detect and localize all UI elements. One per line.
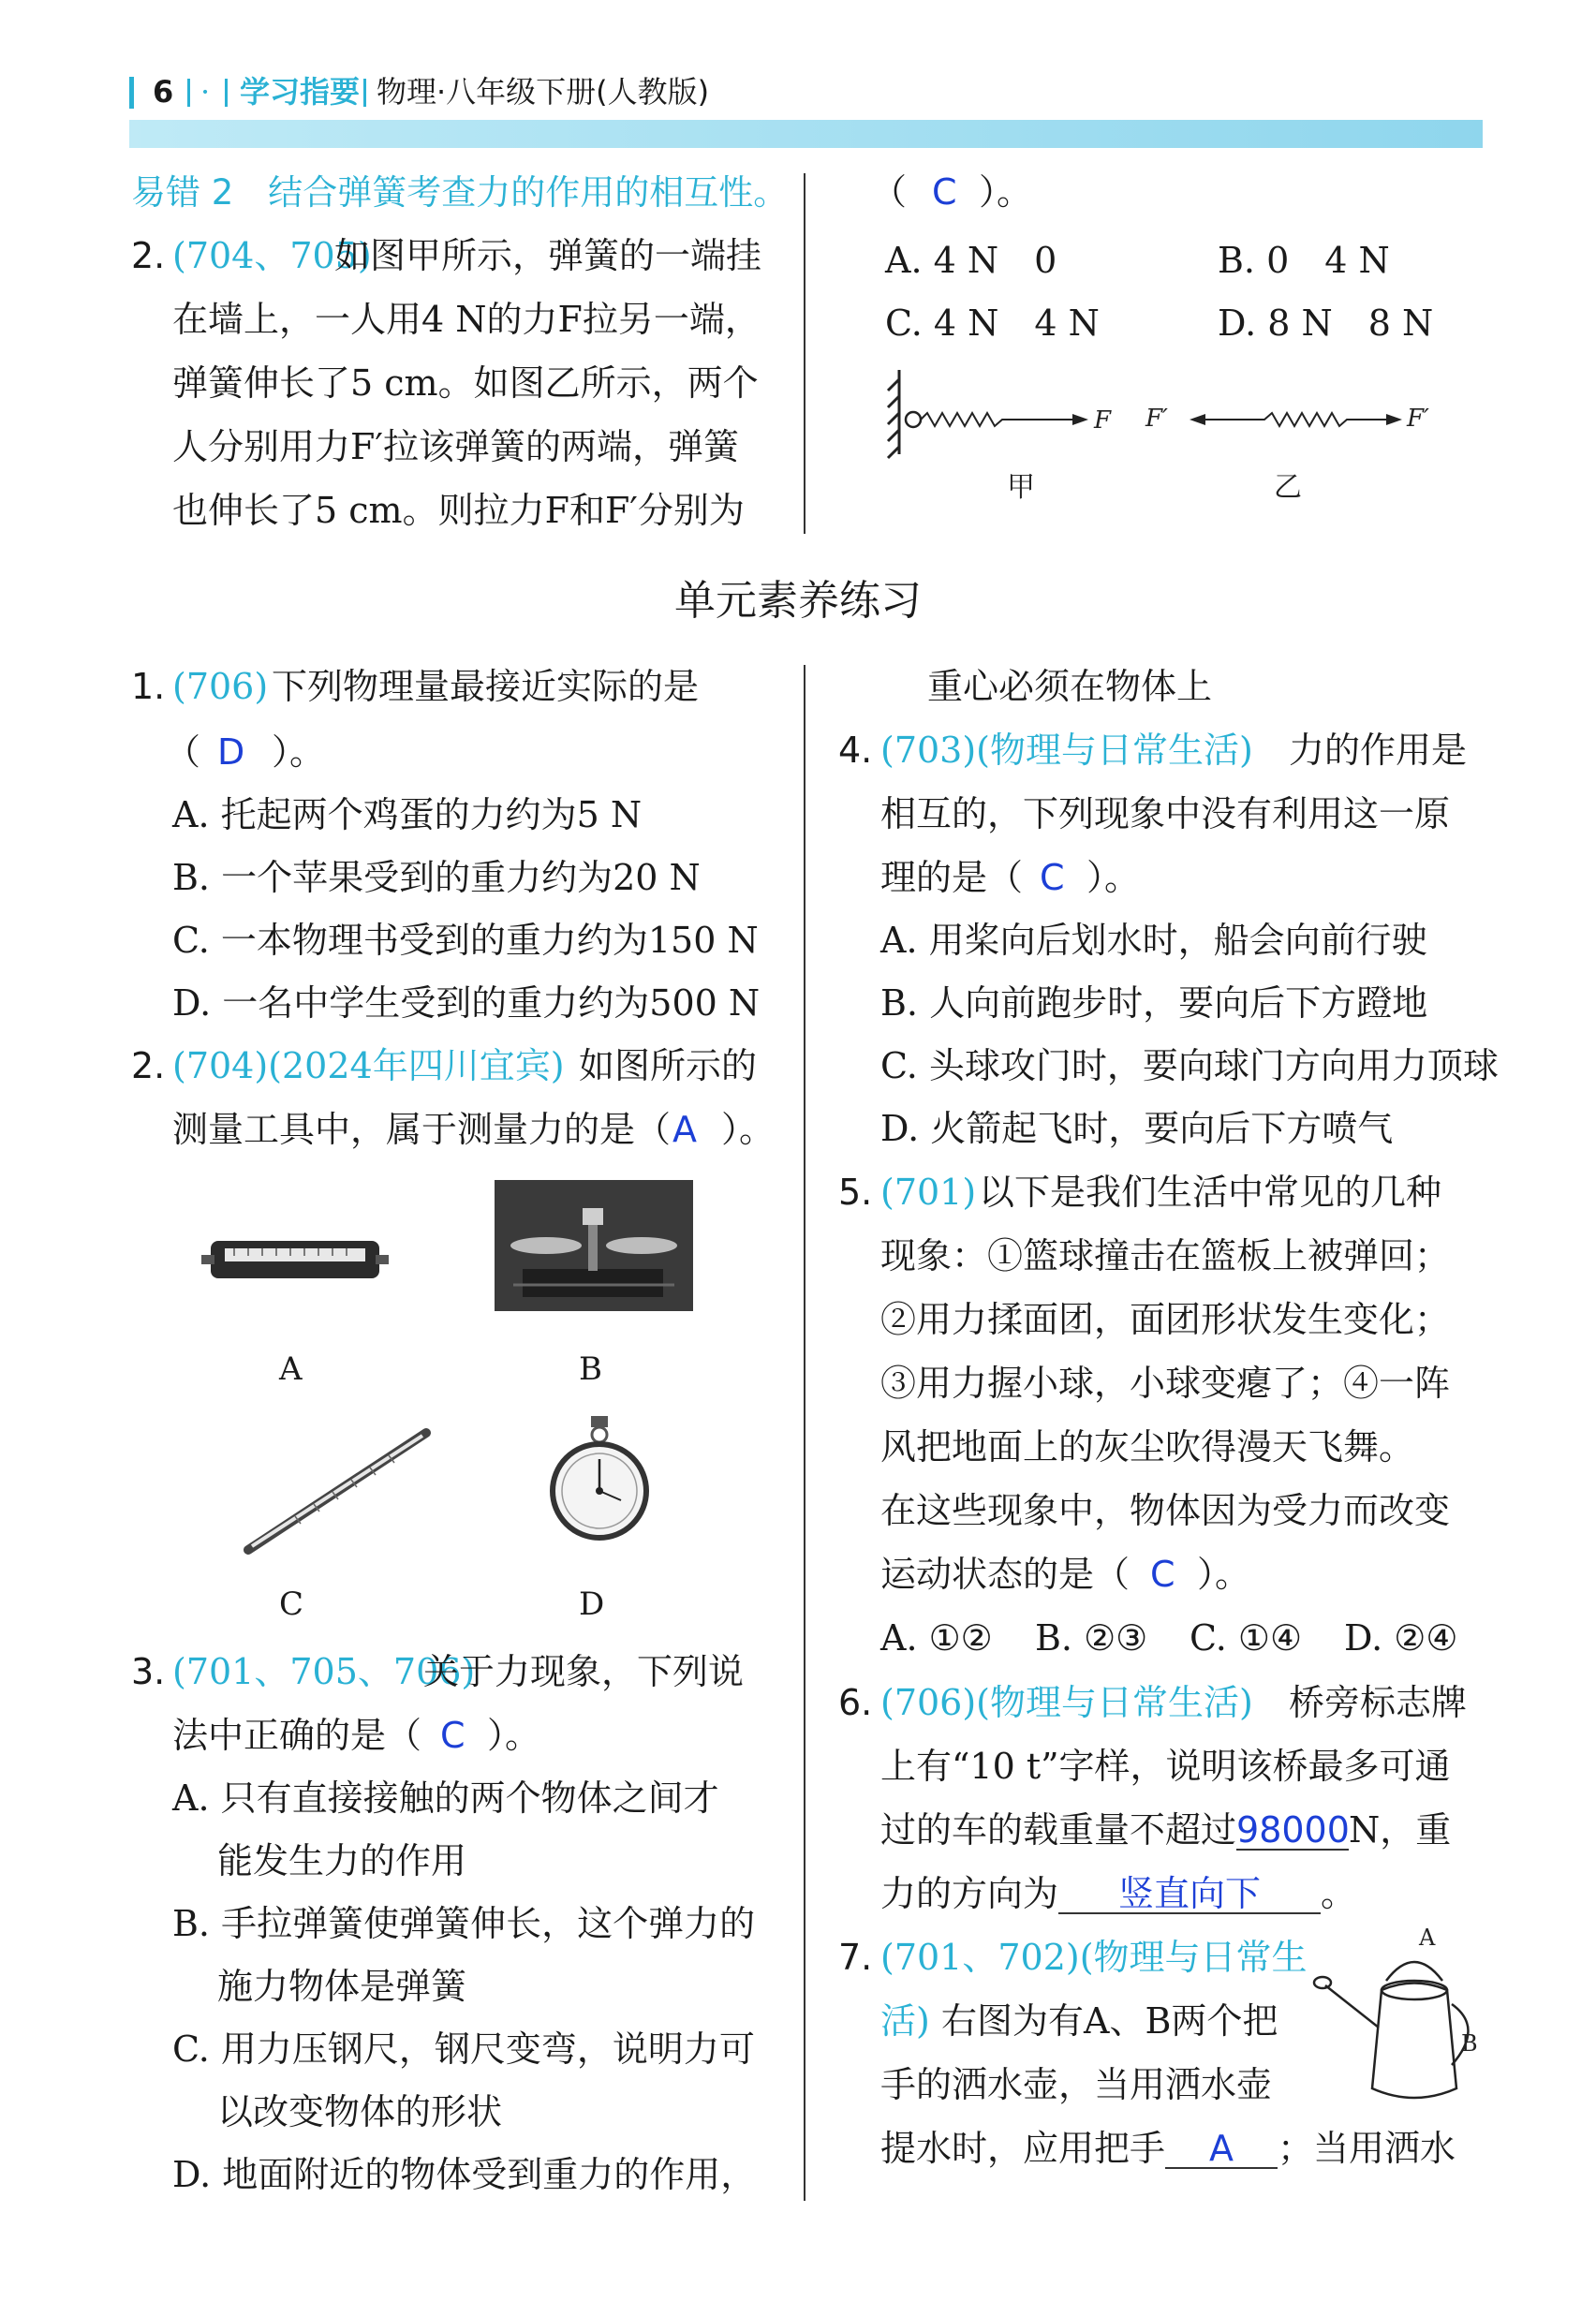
- q3-stem-2: 法中正确的是（: [172, 1715, 422, 1756]
- balance-image: [495, 1180, 693, 1311]
- q7-tag: (701、702)(物理与日常生: [880, 1937, 1308, 1978]
- section-title: 单元素养练习: [674, 577, 922, 625]
- q3-option-d: D. 地面附近的物体受到重力的作用，: [172, 2154, 757, 2195]
- q2-answer-close: ）。: [721, 1109, 776, 1150]
- q5-answer: C: [1150, 1554, 1175, 1595]
- q3-stem: 关于力现象，下列说: [423, 1651, 745, 1692]
- q3-number: 3.: [131, 1651, 166, 1692]
- q1-option-a: A. 托起两个鸡蛋的力约为5 N: [172, 794, 643, 835]
- q1-answer-close: ）。: [272, 731, 326, 773]
- q4-stem: 力的作用是: [1289, 730, 1468, 771]
- q6-line-4-pre: 力的方向为: [880, 1873, 1059, 1914]
- q2-label-a: A: [279, 1350, 303, 1388]
- q4-option-c: C. 头球攻门时，要向球门方向用力顶球: [880, 1045, 1499, 1086]
- q3-option-c: C. 用力压钢尺，钢尺变弯，说明力可: [172, 2028, 755, 2070]
- q7-line-3: [880, 2127, 1456, 2170]
- error-q2-option-b: B. 0 4 N: [1218, 240, 1390, 281]
- wall-icon: [888, 370, 899, 458]
- handle-a-label: A: [1419, 1925, 1436, 1951]
- q6-blank-direction: 竖直向下: [1058, 1875, 1321, 1914]
- error-q2-answer-open: （: [871, 171, 908, 213]
- q3-option-b-cont: 施力物体是弹簧: [217, 1966, 467, 2007]
- spring-yi: [1205, 413, 1386, 426]
- q7-number: 7.: [838, 1937, 873, 1978]
- q3-option-c-cont: 以改变物体的形状: [217, 2091, 503, 2132]
- q5-tag: (701): [880, 1172, 977, 1213]
- q5-option-a: A. ①②: [880, 1617, 993, 1659]
- q5-option-d: D. ②④: [1344, 1617, 1458, 1659]
- handle-b-label: B: [1461, 2030, 1478, 2057]
- label-yi: 乙: [1274, 471, 1302, 504]
- q1-answer-open: （: [165, 731, 201, 773]
- q4-number: 4.: [838, 730, 873, 771]
- q4-tag: (703)(物理与日常生活): [880, 730, 1253, 771]
- header-divider: [363, 79, 366, 107]
- q5-line-5: 在这些现象中，物体因为受力而改变: [880, 1490, 1451, 1531]
- force-f-label: F: [1094, 406, 1112, 435]
- q1-number: 1.: [131, 666, 166, 707]
- error-q2-number: 2.: [131, 235, 166, 276]
- q5-answer-close: ）。: [1197, 1554, 1251, 1595]
- q6-line-4: [880, 1872, 1356, 1915]
- q2-tag: (704)(2024年四川宜宾): [172, 1045, 565, 1086]
- q7-tag-2: 活): [880, 2000, 930, 2042]
- q2-answer: A: [672, 1109, 697, 1150]
- q3-option-d-cont: 重心必须在物体上: [927, 666, 1213, 707]
- arrow-f-icon: [1072, 414, 1088, 425]
- error-q2-answer: C: [932, 171, 957, 213]
- arrow-fp-left-icon: [1190, 414, 1205, 425]
- q2-label-d: D: [579, 1586, 605, 1623]
- series-title: 学习指要: [240, 74, 361, 110]
- column-divider-main: [804, 665, 805, 2201]
- q1-stem: 下列物理量最接近实际的是: [272, 666, 700, 707]
- q5-line-2: ②用力揉面团，面团形状发生变化；: [880, 1299, 1451, 1340]
- header-divider: [187, 79, 190, 107]
- error-q2-option-d: D. 8 N 8 N: [1218, 302, 1434, 344]
- force-fp-left-label: F′: [1145, 405, 1168, 433]
- q3-answer: C: [440, 1715, 466, 1756]
- q1-option-d: D. 一名中学生受到的重力约为500 N: [172, 982, 761, 1024]
- error-q2-line-3: 弹簧伸长了5 cm。如图乙所示，两个: [172, 362, 759, 404]
- error-q2-option-a: A. 4 N 0: [885, 240, 1057, 281]
- q4-stem-2: 相互的，下列现象中没有利用这一原: [880, 793, 1451, 834]
- q6-line-4-post: 。: [1321, 1873, 1357, 1914]
- q1-tag: (706): [172, 666, 269, 707]
- q6-line-3-post: N，重: [1349, 1809, 1452, 1851]
- error-q2-line-1: 如图甲所示，弹簧的一端挂: [334, 235, 762, 276]
- thermometer-image: [239, 1419, 445, 1559]
- error-q2-option-c: C. 4 N 4 N: [885, 302, 1100, 344]
- q7-blank-handle: A: [1165, 2130, 1278, 2169]
- q2-number: 2.: [131, 1045, 166, 1086]
- q1-answer: D: [217, 731, 245, 773]
- force-fp-right-label: F′: [1407, 405, 1429, 433]
- error-q2-answer-close: ）。: [979, 171, 1033, 213]
- error-section-title: 易错 2 结合弹簧考查力的作用的相互性。: [131, 172, 789, 213]
- q5-stem: 以下是我们生活中常见的几种: [979, 1172, 1442, 1213]
- q4-stem-3: 理的是（: [880, 857, 1024, 898]
- q4-option-b: B. 人向前跑步时，要向后下方蹬地: [880, 982, 1428, 1024]
- q5-option-b: B. ②③: [1035, 1617, 1148, 1659]
- q5-line-4: 风把地面上的灰尘吹得漫天飞舞。: [880, 1426, 1415, 1468]
- arrow-fp-right-icon: [1386, 414, 1402, 425]
- q6-line-3-pre: 过的车的载重量不超过: [880, 1809, 1237, 1851]
- q5-option-c: C. ①④: [1190, 1617, 1303, 1659]
- spring-scale-image: [197, 1222, 393, 1297]
- label-jia: 甲: [1007, 471, 1035, 504]
- q2-stem: 如图所示的: [579, 1045, 758, 1086]
- error-q2-line-5: 也伸长了5 cm。则拉力F和F′分别为: [172, 490, 745, 531]
- q7-line-2: 手的洒水壶，当用洒水壶: [880, 2064, 1273, 2105]
- header-left-bar: [129, 77, 134, 109]
- book-title: 物理·八年级下册(人教版): [377, 74, 710, 110]
- q2-stem-2: 测量工具中，属于测量力的是（: [172, 1109, 672, 1150]
- stopwatch-image: [548, 1414, 651, 1545]
- q5-line-3: ③用力握小球，小球变瘪了；④一阵: [880, 1363, 1451, 1404]
- spring-figure: [880, 361, 1442, 510]
- q3-option-a-cont: 能发生力的作用: [217, 1840, 467, 1881]
- q7-line-1: 右图为有A、B两个把: [941, 2000, 1278, 2042]
- error-q2-tag: (704、705): [172, 235, 372, 276]
- watering-can-figure: [1311, 1925, 1489, 2112]
- q6-line-2: 上有“10 t”字样，说明该桥最多可通: [880, 1746, 1451, 1787]
- page-number: 6: [153, 74, 174, 110]
- q5-number: 5.: [838, 1172, 873, 1213]
- q3-answer-close: ）。: [487, 1715, 541, 1756]
- q5-line-1: 现象：①篮球撞击在篮板上被弹回；: [880, 1235, 1451, 1276]
- q6-number: 6.: [838, 1682, 873, 1723]
- q3-option-a: A. 只有直接接触的两个物体之间才: [172, 1777, 719, 1819]
- spring-hook: [906, 412, 921, 427]
- q4-answer: C: [1040, 857, 1065, 898]
- q2-label-c: C: [279, 1586, 304, 1623]
- header-gradient-bar: [129, 120, 1483, 148]
- q6-stem: 桥旁标志牌: [1289, 1682, 1468, 1723]
- q6-tag: (706)(物理与日常生活): [880, 1682, 1253, 1723]
- q4-option-d: D. 火箭起飞时，要向后下方喷气: [880, 1108, 1394, 1149]
- header-dot: ·: [200, 74, 211, 110]
- error-q2-line-2: 在墙上，一人用4 N的力F拉另一端，: [172, 299, 761, 340]
- q3-option-b: B. 手拉弹簧使弹簧伸长，这个弹力的: [172, 1903, 756, 1944]
- column-divider: [804, 173, 805, 534]
- header-divider: [225, 79, 228, 107]
- q6-line-3: [880, 1808, 1451, 1851]
- q7-line-3-pre: 提水时，应用把手: [880, 2128, 1166, 2169]
- q7-line-3-post: ；当用洒水: [1278, 2128, 1456, 2169]
- q4-option-a: A. 用桨向后划水时，船会向前行驶: [880, 920, 1427, 961]
- spring-jia: [921, 413, 1072, 426]
- q3-tag: (701、705、706): [172, 1651, 476, 1692]
- q4-answer-close: ）。: [1086, 857, 1141, 898]
- q6-blank-weight: 98000: [1236, 1809, 1350, 1851]
- q5-stem-last: 运动状态的是（: [880, 1554, 1130, 1595]
- error-q2-line-4: 人分别用力F′拉该弹簧的两端，弹簧: [172, 426, 739, 467]
- q1-option-c: C. 一本物理书受到的重力约为150 N: [172, 920, 759, 961]
- q2-label-b: B: [579, 1350, 602, 1388]
- q1-option-b: B. 一个苹果受到的重力约为20 N: [172, 857, 701, 898]
